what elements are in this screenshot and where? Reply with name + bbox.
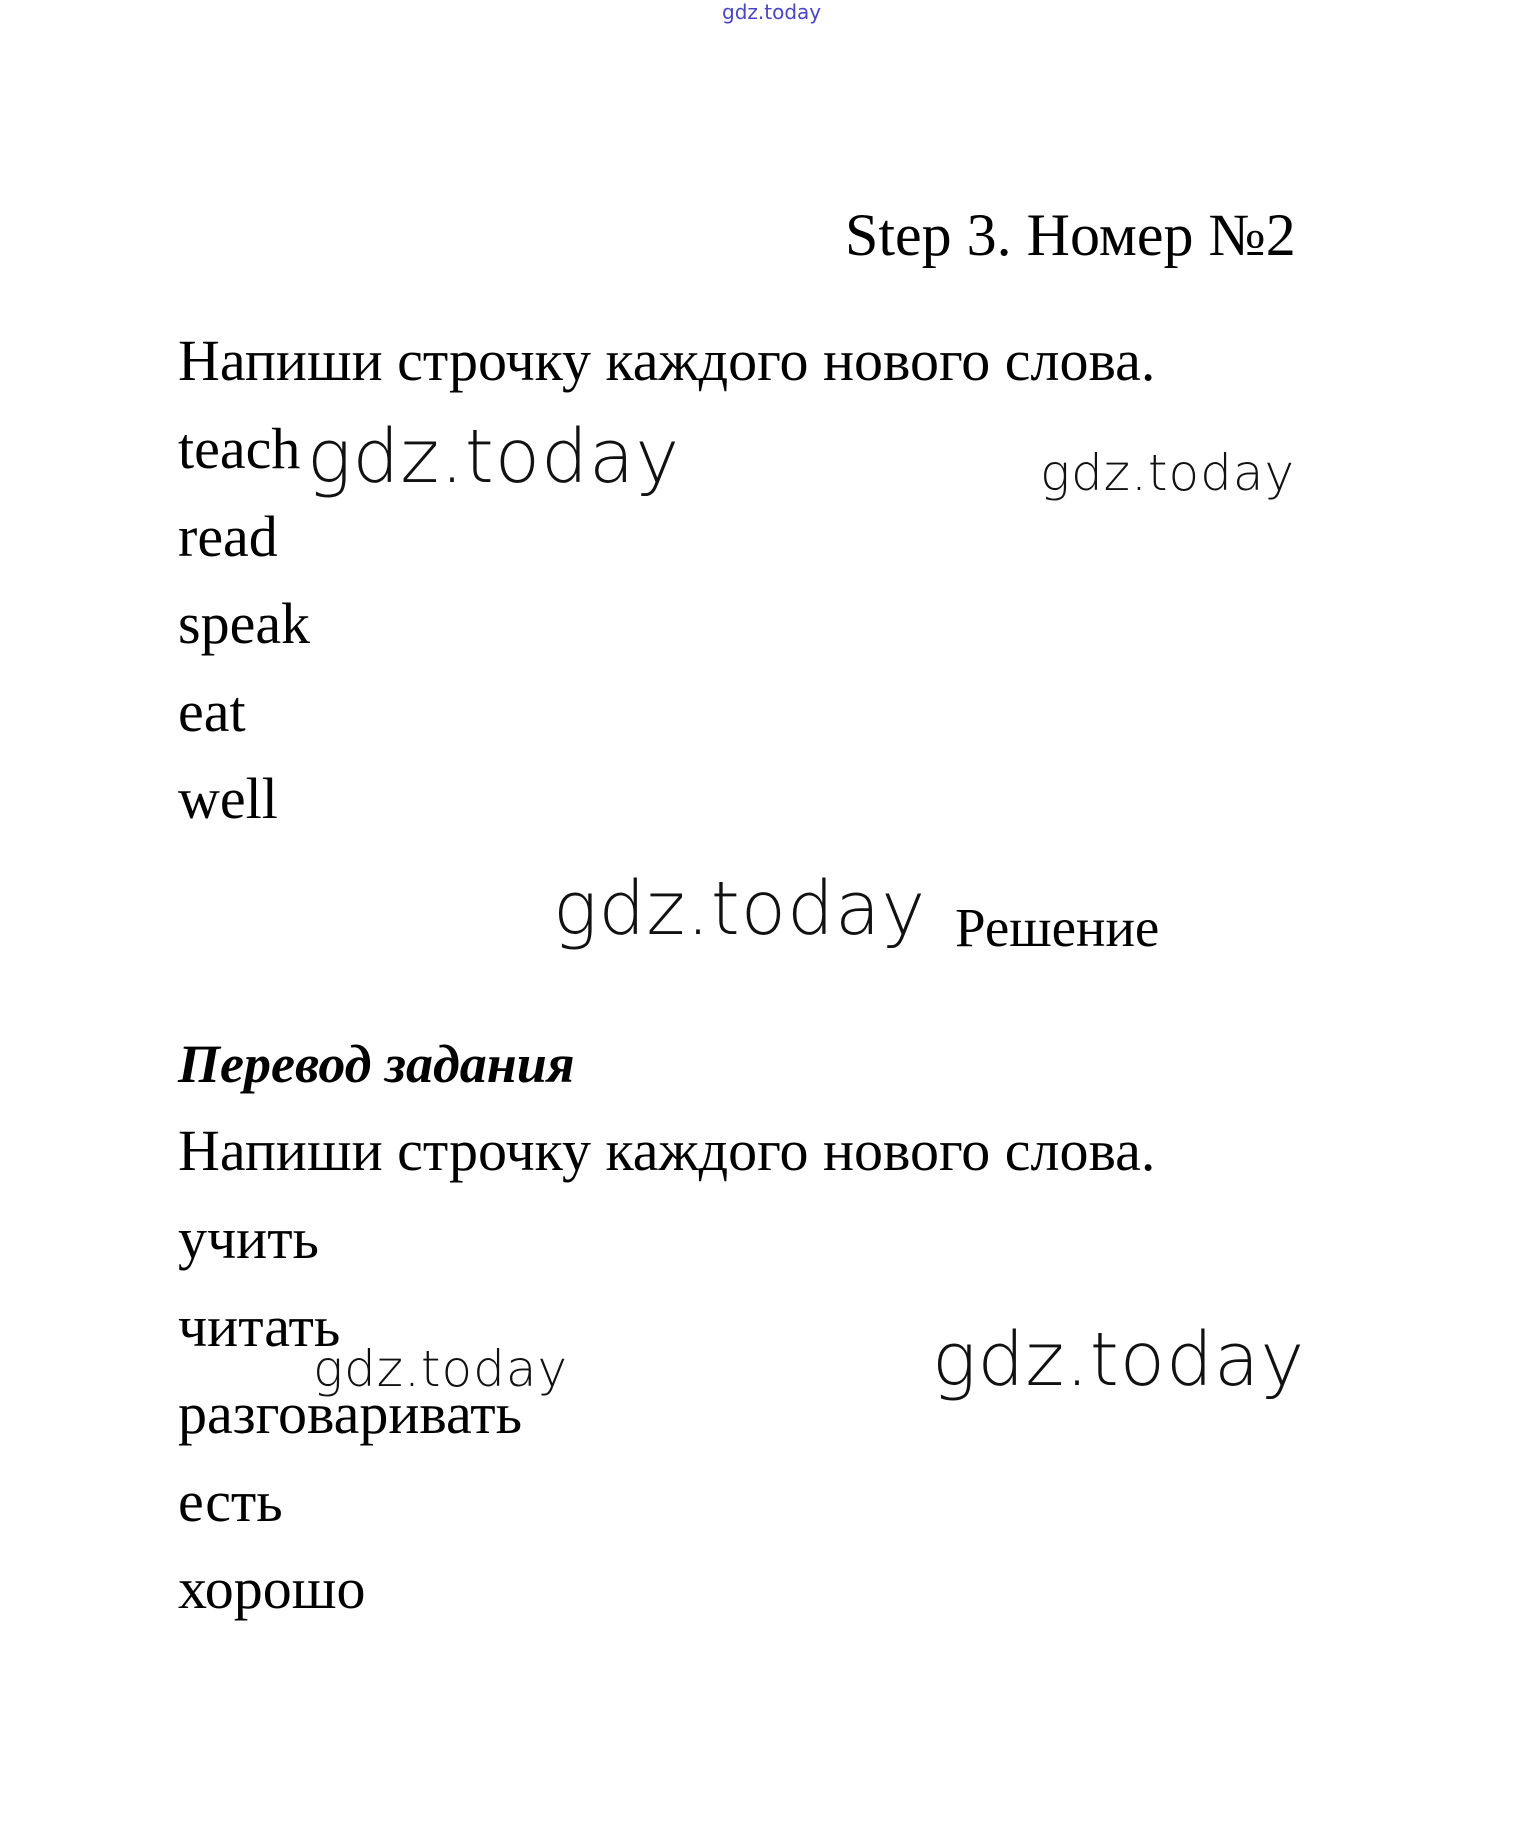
exercise-instruction: Напиши строчку каждого нового слова. (178, 328, 1156, 393)
watermark: gdz.today (932, 1317, 1306, 1403)
russian-word: учить (178, 1206, 320, 1271)
watermark: gdz.today (553, 866, 927, 952)
top-watermark: gdz.today (722, 0, 822, 24)
page-title: Step 3. Номер №2 (845, 202, 1296, 268)
english-word: speak (178, 591, 311, 656)
watermark: gdz.today (307, 414, 681, 500)
solution-label: Решение (955, 897, 1160, 958)
russian-word: хорошо (178, 1556, 366, 1621)
watermark: gdz.today (313, 1340, 569, 1398)
english-word: well (178, 766, 278, 831)
english-word: teach (178, 416, 301, 481)
english-word: read (178, 504, 278, 569)
russian-word: читать (178, 1294, 341, 1359)
translation-instruction: Напиши строчку каждого нового слова. (178, 1118, 1156, 1183)
russian-word: разговаривать (178, 1381, 523, 1446)
english-word: eat (178, 679, 246, 744)
russian-word: есть (178, 1469, 283, 1534)
watermark: gdz.today (1040, 444, 1296, 502)
translation-heading: Перевод задания (178, 1034, 575, 1094)
